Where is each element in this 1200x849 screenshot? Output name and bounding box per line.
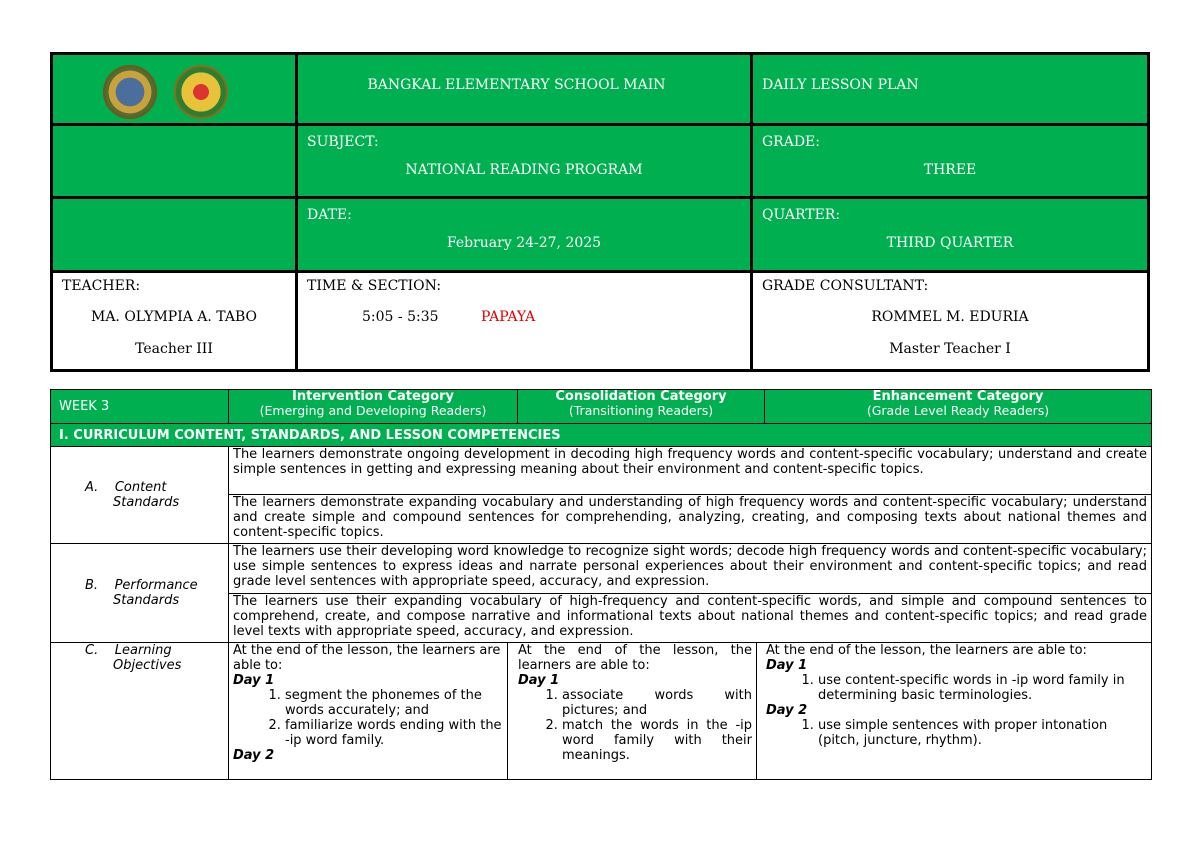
- label-line-1: Performance: [114, 578, 198, 593]
- lesson-plan-header: [50, 52, 1150, 372]
- section-value: PAPAYA: [481, 309, 536, 325]
- grade-value: THREE: [923, 162, 977, 178]
- quarter-value: THIRD QUARTER: [886, 235, 1014, 251]
- label-letter: B.: [85, 578, 99, 593]
- day-1-heading: Day 1: [766, 658, 808, 673]
- date-value: February 24-27, 2025: [446, 235, 602, 251]
- deped-seal-logo: [103, 65, 157, 119]
- content-standards-text-1: The learners demonstrate ongoing development in decoding high frequency words and content-specific vocabulary; understand and create simple sentences in getting and expressing meaning about their environment and content-specific topics.: [229, 447, 1152, 495]
- lesson-plan-table: [50, 389, 1152, 780]
- logo-cell: [53, 55, 298, 126]
- day-1-list: [233, 688, 503, 748]
- performance-standards-row-1: [51, 544, 1152, 594]
- performance-standards-text-1: The learners use their developing word knowledge to recognize sight words; decode high frequency words and content-specific vocabulary; use simple sentences to express ideas and narrate personal experiences about their environment and content-specific topics; and read grade level sentences with appropriate speed, accuracy, and expression.: [229, 544, 1152, 594]
- consultant-label: GRADE CONSULTANT:: [762, 278, 929, 294]
- enhancement-title: Enhancement Category: [872, 389, 1044, 404]
- label-line-1: Learning: [114, 643, 172, 658]
- list-item: 2. familiarize words ending with the -ip word family.: [285, 718, 503, 748]
- list-item: 1. use content-specific words in -ip word family in determining basic terminologies.: [818, 673, 1147, 703]
- grade-cell: [753, 126, 1147, 199]
- label-letter: C.: [85, 643, 99, 658]
- day-2-list: [766, 718, 1147, 748]
- consultant-cell: [753, 273, 1147, 369]
- date-cell: [298, 199, 753, 273]
- objectives-intro: At the end of the lesson, the learners are able to:: [518, 643, 752, 673]
- doc-type: DAILY LESSON PLAN: [762, 77, 919, 93]
- objectives-intro: At the end of the lesson, the learners are able to:: [233, 643, 501, 673]
- performance-standards-text-2: The learners use their expanding vocabulary of high-frequency and content-specific words, and simple and compound sentences to comprehend, create, and compose narrative and informational texts about national themes and content-specific topics; and read grade level texts with appropriate speed, accuracy, and expression.: [229, 594, 1152, 643]
- day-1-list: [766, 673, 1147, 703]
- subject-label: SUBJECT:: [307, 134, 379, 150]
- blank-cell: [53, 126, 298, 199]
- day-1-heading: Day 1: [518, 673, 560, 688]
- performance-standards-label: [51, 544, 229, 643]
- teacher-title: Teacher III: [135, 341, 213, 357]
- quarter-label: QUARTER:: [762, 207, 841, 223]
- consultant-name: ROMMEL M. EDURIA: [871, 309, 1029, 325]
- teacher-name: MA. OLYMPIA A. TABO: [90, 309, 258, 325]
- blank-cell: [53, 199, 298, 273]
- enhancement-sub: (Grade Level Ready Readers): [866, 403, 1050, 418]
- content-standards-row-1: [51, 447, 1152, 495]
- school-name: BANGKAL ELEMENTARY SCHOOL MAIN: [367, 77, 666, 93]
- week-label: WEEK 3: [51, 390, 229, 424]
- consolidation-sub: (Transitioning Readers): [568, 403, 714, 418]
- consolidation-title: Consolidation Category: [555, 389, 727, 404]
- learning-objectives-label: [51, 643, 229, 780]
- enhancement-header: [765, 390, 1152, 424]
- time-section-cell: [298, 273, 753, 369]
- day-2-heading: Day 2: [766, 703, 808, 718]
- day-1-list: [518, 688, 752, 763]
- label-line-1: Content: [114, 480, 167, 495]
- day-1-heading: Day 1: [233, 673, 275, 688]
- teacher-label: TEACHER:: [62, 278, 141, 294]
- label-line-2: Standards: [113, 495, 180, 510]
- subject-value: NATIONAL READING PROGRAM: [405, 162, 643, 178]
- doc-type-cell: [753, 55, 1147, 126]
- label-line-2: Standards: [113, 593, 180, 608]
- school-seal-logo: [174, 65, 228, 119]
- day-2-heading: Day 2: [233, 748, 275, 763]
- quarter-cell: [753, 199, 1147, 273]
- intervention-objectives: [229, 643, 508, 780]
- learning-objectives-row: [51, 643, 1152, 780]
- section-row: [51, 424, 1152, 447]
- subject-cell: [298, 126, 753, 199]
- intervention-header: [229, 390, 518, 424]
- label-letter: A.: [85, 480, 99, 495]
- teacher-cell: [53, 273, 298, 369]
- intervention-sub: (Emerging and Developing Readers): [259, 403, 487, 418]
- grade-label: GRADE:: [762, 134, 820, 150]
- enhancement-objectives: [757, 643, 1152, 780]
- list-item: 1. use simple sentences with proper intonation (pitch, juncture, rhythm).: [818, 718, 1147, 748]
- content-standards-text-2: The learners demonstrate expanding vocabulary and understanding of high frequency words and content-specific vocabulary; understand and create simple and compound sentences for comprehending, analyzing, creating, and composing texts about national themes and content-specific topics.: [229, 495, 1152, 544]
- objectives-intro: At the end of the lesson, the learners are able to:: [766, 643, 1087, 658]
- consolidation-objectives: [508, 643, 757, 780]
- time-section-label: TIME & SECTION:: [307, 278, 442, 294]
- time-value: 5:05 - 5:35: [362, 309, 439, 325]
- list-item: 2. match the words in the -ip word family with their meanings.: [562, 718, 752, 763]
- content-standards-label: [51, 447, 229, 544]
- section-title: I. CURRICULUM CONTENT, STANDARDS, AND LESSON COMPETENCIES: [51, 424, 1152, 447]
- category-header-row: [51, 390, 1152, 424]
- date-label: DATE:: [307, 207, 352, 223]
- consultant-title: Master Teacher I: [889, 341, 1011, 357]
- list-item: 1. segment the phonemes of the words accurately; and: [285, 688, 503, 718]
- consolidation-header: [518, 390, 765, 424]
- school-name-cell: [298, 55, 753, 126]
- intervention-title: Intervention Category: [292, 389, 454, 404]
- list-item: 1. associate words with pictures; and: [562, 688, 752, 718]
- label-line-2: Objectives: [113, 658, 182, 673]
